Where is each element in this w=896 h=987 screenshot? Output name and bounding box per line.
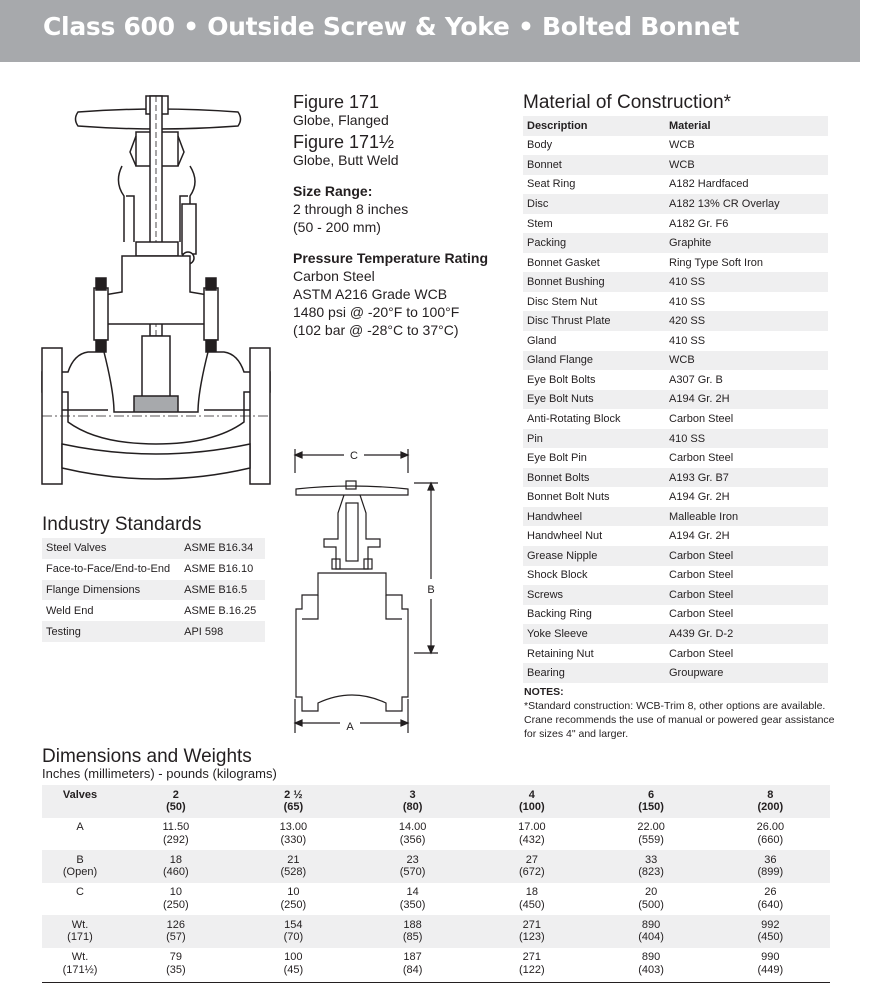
value-imperial: 10 (287, 886, 300, 899)
size-inches: 4 (528, 788, 535, 801)
figure-171-title: Figure 171 (293, 92, 380, 112)
material-value: Carbon Steel (669, 549, 734, 562)
size-inches: 6 (648, 788, 655, 801)
materials-row (523, 644, 828, 664)
standard-name: Flange Dimensions (46, 583, 141, 596)
value-imperial: 27 (525, 853, 538, 866)
standard-value: ASME B16.10 (184, 563, 254, 576)
dimension-value (353, 850, 472, 883)
dimension-value (118, 850, 234, 883)
dimension-value (591, 948, 710, 981)
header-banner (0, 0, 860, 62)
value-imperial: 18 (169, 853, 182, 866)
material-value: A307 Gr. B (669, 373, 723, 386)
value-metric: (250) (280, 898, 307, 911)
value-imperial: 271 (522, 918, 542, 931)
pressure-rating-heading: Pressure Temperature Rating (293, 250, 489, 266)
value-imperial: 126 (166, 918, 186, 931)
notes-heading: NOTES: (524, 686, 564, 698)
materials-row (523, 566, 828, 586)
notes-line: for sizes 4" and larger. (524, 728, 629, 740)
standard-name: Weld End (46, 604, 94, 617)
materials-row (523, 136, 828, 156)
dimension-value (711, 883, 830, 916)
material-value: Carbon Steel (669, 588, 734, 601)
dimensions-row (42, 948, 830, 981)
dimension-label-c: C (350, 450, 358, 462)
pressure-rating-line: (102 bar @ -28°C to 37°C) (293, 322, 459, 338)
materials-row (523, 370, 828, 390)
value-metric: (640) (757, 898, 784, 911)
material-value: A439 Gr. D-2 (669, 627, 734, 640)
materials-row (523, 175, 828, 195)
value-metric: (672) (519, 866, 545, 879)
value-metric: (45) (283, 963, 304, 976)
materials-row (523, 605, 828, 625)
value-metric: (57) (166, 931, 186, 944)
dimensions-size-header (591, 785, 710, 818)
size-inches: 2 ½ (284, 788, 303, 801)
value-imperial: 18 (525, 886, 538, 899)
value-metric: (350) (399, 898, 426, 911)
materials-row (523, 448, 828, 468)
dimensions-row-label (42, 850, 118, 883)
value-metric: (559) (638, 833, 664, 846)
value-metric: (460) (163, 866, 189, 879)
value-metric: (84) (402, 963, 423, 976)
dimension-value (472, 883, 591, 916)
value-metric: (70) (283, 931, 304, 944)
dimension-value (118, 883, 234, 916)
notes (524, 685, 854, 741)
material-value: 410 SS (669, 432, 706, 445)
pressure-rating-line: 1480 psi @ -20°F to 100°F (293, 304, 460, 320)
value-metric: (250) (163, 898, 189, 911)
size-inches: 3 (409, 788, 416, 801)
dimension-value (234, 915, 353, 948)
materials-row (523, 351, 828, 371)
materials-row (523, 507, 828, 527)
material-description: Screws (527, 588, 564, 601)
value-metric: (823) (638, 866, 664, 879)
dimensions-size-header (118, 785, 234, 818)
materials-header-material: Material (669, 119, 711, 132)
valve-cross-section-drawing (38, 92, 274, 492)
value-imperial: 992 (761, 918, 780, 931)
value-metric: (356) (399, 833, 426, 846)
material-value: WCB (669, 158, 695, 171)
value-imperial: 11.50 (162, 821, 190, 834)
value-imperial: 990 (761, 951, 780, 964)
standards-title: Industry Standards (42, 514, 202, 535)
material-description: Body (527, 139, 553, 152)
dimension-value (711, 948, 830, 981)
row-label-primary: A (76, 821, 84, 834)
value-imperial: 890 (641, 918, 661, 931)
material-value: Malleable Iron (669, 510, 739, 523)
pressure-rating-line: ASTM A216 Grade WCB (293, 286, 448, 302)
value-imperial: 271 (522, 951, 542, 964)
size-mm: (100) (519, 801, 545, 814)
material-description: Backing Ring (527, 608, 592, 621)
materials-row (523, 429, 828, 449)
size-mm: (150) (638, 801, 664, 814)
materials-row (523, 468, 828, 488)
material-description: Retaining Nut (527, 647, 594, 660)
material-value: A182 13% CR Overlay (669, 197, 780, 210)
size-mm: (200) (757, 801, 784, 814)
value-imperial: 187 (403, 951, 422, 964)
material-description: Eye Bolt Bolts (527, 373, 596, 386)
dimension-label-a: A (346, 721, 354, 733)
standard-name: Face-to-Face/End-to-End (46, 563, 171, 576)
size-range-heading: Size Range: (293, 183, 373, 199)
value-imperial: 14.00 (398, 821, 427, 834)
material-description: Gland (527, 334, 557, 347)
pressure-rating-line: Carbon Steel (293, 268, 375, 284)
material-value: WCB (669, 354, 695, 367)
dimension-value (591, 818, 710, 851)
dimension-value (711, 850, 830, 883)
notes-line: *Standard construction: WCB-Trim 8, other options are available. (524, 700, 826, 712)
dimension-value (472, 948, 591, 981)
row-label-secondary (42, 834, 118, 847)
standards-row (42, 559, 265, 580)
value-metric: (899) (757, 866, 784, 879)
material-description: Handwheel Nut (527, 530, 603, 543)
dimensions-title: Dimensions and Weights (42, 746, 252, 767)
materials-row (523, 487, 828, 507)
value-imperial: 10 (169, 886, 182, 899)
value-metric: (660) (757, 833, 784, 846)
dimension-value (118, 915, 234, 948)
material-value: Carbon Steel (669, 412, 734, 425)
dimension-value (711, 818, 830, 851)
material-description: Bonnet Bolt Nuts (527, 491, 610, 504)
size-mm: (80) (402, 801, 423, 814)
material-value: 410 SS (669, 295, 706, 308)
materials-row (523, 390, 828, 410)
dimension-value (234, 850, 353, 883)
material-value: A194 Gr. 2H (669, 491, 730, 504)
value-metric: (35) (166, 963, 186, 976)
materials-row (523, 292, 828, 312)
materials-row (523, 155, 828, 175)
material-description: Pin (527, 432, 543, 445)
material-value: Carbon Steel (669, 569, 734, 582)
size-range-line: (50 - 200 mm) (293, 219, 381, 235)
dimensions-header-valves: Valves (62, 788, 98, 801)
dimensions-row-label (42, 818, 118, 851)
dimensions-row (42, 883, 830, 916)
materials-row (523, 233, 828, 253)
value-imperial: 21 (287, 853, 300, 866)
value-metric: (528) (280, 866, 307, 879)
size-mm: (50) (166, 801, 186, 814)
standards-row (42, 538, 265, 559)
dimension-value (234, 883, 353, 916)
standards-table (42, 538, 265, 642)
dimension-label-b: B (427, 584, 435, 596)
material-value: A182 Hardfaced (669, 178, 749, 191)
value-metric: (404) (638, 931, 664, 944)
dimension-value (234, 818, 353, 851)
dimension-value (353, 915, 472, 948)
standards-row (42, 600, 265, 621)
size-mm: (65) (283, 801, 304, 814)
row-label-primary: B (76, 853, 84, 866)
value-metric: (449) (757, 963, 784, 976)
dimension-value (118, 818, 234, 851)
material-value: WCB (669, 139, 695, 152)
dimensions-row (42, 850, 830, 883)
material-description: Packing (527, 237, 567, 250)
value-imperial: 890 (641, 951, 661, 964)
material-value: A194 Gr. 2H (669, 393, 730, 406)
dimension-value (591, 915, 710, 948)
dimension-value (234, 948, 353, 981)
dimensions-size-header (234, 785, 353, 818)
value-metric: (450) (757, 931, 784, 944)
value-metric: (570) (399, 866, 426, 879)
material-description: Eye Bolt Pin (527, 452, 587, 465)
dimensions-header-row (42, 785, 830, 818)
row-label-secondary (42, 899, 118, 912)
standards-row (42, 580, 265, 601)
material-description: Bonnet Gasket (527, 256, 600, 269)
value-imperial: 17.00 (518, 821, 546, 834)
value-metric: (85) (402, 931, 423, 944)
size-inches: 8 (767, 788, 774, 801)
material-description: Eye Bolt Nuts (527, 393, 594, 406)
materials-row (523, 409, 828, 429)
standard-name: Steel Valves (46, 542, 107, 555)
material-description: Shock Block (527, 569, 588, 582)
dimensions-row-label (42, 948, 118, 981)
material-description: Anti-Rotating Block (527, 412, 621, 425)
row-label-secondary: (171) (67, 931, 93, 944)
value-imperial: 22.00 (637, 821, 665, 834)
materials-title: Material of Construction* (523, 92, 732, 113)
figure-171-half-title: Figure 171½ (293, 132, 395, 152)
dimensions-row (42, 915, 830, 948)
material-value: A182 Gr. F6 (669, 217, 729, 230)
materials-table (523, 116, 828, 683)
material-value: Graphite (669, 237, 712, 250)
notes-line: Crane recommends the use of manual or powered gear assistance (524, 714, 835, 726)
materials-row (523, 526, 828, 546)
value-imperial: 14 (406, 886, 419, 899)
materials-row (523, 194, 828, 214)
dimension-value (591, 850, 710, 883)
value-imperial: 154 (284, 918, 303, 931)
dimension-value (472, 850, 591, 883)
value-metric: (122) (519, 963, 545, 976)
material-value: Carbon Steel (669, 608, 734, 621)
material-description: Yoke Sleeve (527, 627, 588, 640)
standard-value: ASME B.16.25 (184, 604, 257, 617)
material-description: Grease Nipple (527, 549, 598, 562)
size-inches: 2 (172, 788, 179, 801)
value-imperial: 26.00 (756, 821, 785, 834)
dimension-value (711, 915, 830, 948)
materials-row (523, 311, 828, 331)
materials-header-row (523, 116, 828, 136)
materials-row (523, 585, 828, 605)
dimension-value (353, 948, 472, 981)
material-value: Groupware (669, 667, 724, 680)
dimensions-row-label (42, 915, 118, 948)
material-description: Bonnet Bolts (527, 471, 590, 484)
dimension-value (591, 883, 710, 916)
value-imperial: 20 (644, 886, 658, 899)
material-description: Handwheel (527, 510, 583, 523)
material-description: Stem (527, 217, 553, 230)
material-description: Seat Ring (527, 178, 576, 191)
value-imperial: 36 (764, 853, 777, 866)
material-value: A194 Gr. 2H (669, 530, 730, 543)
value-imperial: 188 (403, 918, 422, 931)
standard-value: ASME B16.34 (184, 542, 254, 555)
materials-row (523, 272, 828, 292)
standards-row (42, 621, 265, 642)
dimensions-size-header (472, 785, 591, 818)
bottom-rule (42, 982, 830, 983)
row-label-secondary: (171½) (62, 963, 98, 976)
material-value: A193 Gr. B7 (669, 471, 729, 484)
material-value: 410 SS (669, 334, 706, 347)
dimension-value (118, 948, 234, 981)
material-value: Carbon Steel (669, 452, 734, 465)
value-metric: (450) (519, 898, 545, 911)
materials-row (523, 331, 828, 351)
material-description: Disc Stem Nut (527, 295, 598, 308)
value-imperial: 79 (169, 951, 182, 964)
material-description: Gland Flange (527, 354, 594, 367)
value-metric: (432) (519, 833, 545, 846)
material-value: 420 SS (669, 315, 706, 328)
row-label-primary: Wt. (71, 918, 89, 931)
material-description: Disc (527, 197, 549, 210)
materials-row (523, 624, 828, 644)
dimension-value (472, 818, 591, 851)
value-metric: (330) (280, 833, 307, 846)
standard-value: API 598 (184, 625, 224, 638)
value-metric: (403) (638, 963, 664, 976)
value-metric: (500) (638, 898, 664, 911)
row-label-primary: C (76, 886, 84, 899)
standard-value: ASME B16.5 (184, 583, 248, 596)
row-label-secondary: (Open) (62, 866, 98, 879)
dimensions-size-header (711, 785, 830, 818)
material-value: 410 SS (669, 276, 706, 289)
valve-outline-drawing (288, 443, 448, 735)
material-description: Bearing (527, 667, 565, 680)
dimensions-row (42, 818, 830, 851)
size-range-line: 2 through 8 inches (293, 201, 409, 217)
materials-header-description: Description (527, 119, 588, 132)
dimensions-size-header (353, 785, 472, 818)
materials-row (523, 214, 828, 234)
dimensions-row-label (42, 883, 118, 916)
material-description: Disc Thrust Plate (527, 315, 611, 328)
figure-info (293, 92, 518, 339)
material-value: Ring Type Soft Iron (669, 256, 763, 269)
value-imperial: 100 (284, 951, 303, 964)
materials-row (523, 663, 828, 683)
material-description: Bonnet Bushing (527, 276, 605, 289)
figure-171-half-subtitle: Globe, Butt Weld (293, 152, 399, 168)
dimensions-table (42, 785, 830, 980)
dimension-value (353, 818, 472, 851)
value-imperial: 33 (644, 853, 658, 866)
standard-name: Testing (46, 625, 81, 638)
dimensions-subtitle: Inches (millimeters) - pounds (kilograms) (42, 766, 277, 781)
material-description: Bonnet (527, 158, 562, 171)
row-label-primary: Wt. (71, 951, 89, 964)
dimension-value (472, 915, 591, 948)
value-metric: (292) (163, 833, 189, 846)
dimension-value (353, 883, 472, 916)
value-metric: (123) (519, 931, 545, 944)
page-title: Class 600 • Outside Screw & Yoke • Bolted Bonnet (43, 12, 740, 41)
value-imperial: 26 (764, 886, 777, 899)
materials-row (523, 253, 828, 273)
material-value: Carbon Steel (669, 647, 734, 660)
value-imperial: 13.00 (279, 821, 308, 834)
figure-171-subtitle: Globe, Flanged (293, 112, 389, 128)
value-imperial: 23 (406, 853, 419, 866)
materials-row (523, 546, 828, 566)
dimensions-header-label (42, 785, 118, 818)
